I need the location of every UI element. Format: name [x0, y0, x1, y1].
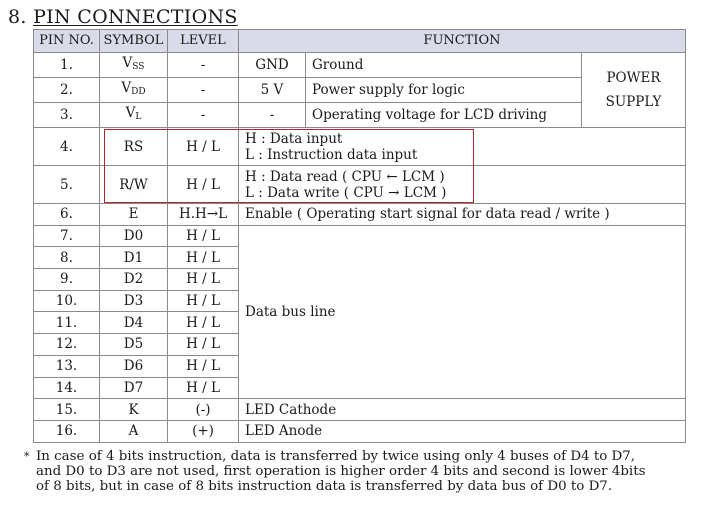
pin-connections-table — [33, 29, 686, 443]
pin-number: 3. — [34, 103, 100, 128]
pin-symbol: D6 — [100, 355, 168, 377]
pin-symbol: $V_{DD}$ — [100, 78, 168, 103]
pin-symbol: D4 — [100, 312, 168, 334]
function-line-high: H : Data read ( CPU ← LCM ) — [245, 168, 445, 185]
pin-level: H / L — [168, 166, 239, 204]
pin-symbol: $V_L$ — [100, 103, 168, 128]
pin-level: (+) — [168, 420, 239, 442]
pin-number: 6. — [34, 204, 100, 226]
pin-number: 14. — [34, 377, 100, 399]
pin-function: Power supply for logic — [306, 78, 582, 103]
table-row — [34, 420, 686, 442]
pin-symbol: D2 — [100, 269, 168, 291]
pin-symbol: $V_{SS}$ — [100, 53, 168, 78]
pin-symbol: D5 — [100, 334, 168, 356]
header-level: LEVEL — [168, 30, 239, 53]
pin-number: 11. — [34, 312, 100, 334]
function-line-high: H : Data input — [245, 130, 343, 147]
pin-level: H / L — [168, 128, 239, 166]
power-supply-group — [582, 53, 686, 128]
pin-voltage: - — [239, 103, 306, 128]
pin-symbol: D3 — [100, 290, 168, 312]
header-function: FUNCTION — [239, 30, 686, 53]
pin-number: 10. — [34, 290, 100, 312]
pin-level: H / L — [168, 377, 239, 399]
pin-number: 13. — [34, 355, 100, 377]
table-row — [34, 53, 686, 78]
section-title — [8, 6, 238, 28]
table-row — [34, 399, 686, 421]
pin-number: 12. — [34, 334, 100, 356]
pin-symbol: K — [100, 399, 168, 421]
pin-level: - — [168, 78, 239, 103]
pin-number: 4. — [34, 128, 100, 166]
header-row — [34, 30, 686, 53]
footnote-line: and D0 to D3 are not used, first operation is higher order 4 bits and second is lower 4bits — [36, 464, 646, 479]
pin-level: H / L — [168, 247, 239, 269]
header-pin-no: PIN NO. — [34, 30, 100, 53]
pin-number: 1. — [34, 53, 100, 78]
pin-level: H / L — [168, 312, 239, 334]
pin-number: 7. — [34, 225, 100, 247]
supply-label: SUPPLY — [605, 94, 662, 110]
function-line-low: L : Data write ( CPU → LCM ) — [245, 184, 447, 201]
pin-number: 8. — [34, 247, 100, 269]
pin-level: - — [168, 103, 239, 128]
pin-function: Operating voltage for LCD driving — [306, 103, 582, 128]
pin-level: H / L — [168, 334, 239, 356]
footnote-line: In case of 4 bits instruction, data is transferred by twice using only 4 buses of D4 to D7, — [36, 449, 636, 464]
pin-function: Ground — [306, 53, 582, 78]
pin-level: H.H→L — [168, 204, 239, 226]
pin-number: 9. — [34, 269, 100, 291]
pin-level: (-) — [168, 399, 239, 421]
pin-number: 16. — [34, 420, 100, 442]
pin-voltage: 5 V — [239, 78, 306, 103]
pin-number: 5. — [34, 166, 100, 204]
function-line-low: L : Instruction data input — [245, 146, 418, 163]
pin-symbol: A — [100, 420, 168, 442]
pin-symbol: RS — [100, 128, 168, 166]
footnote-line: of 8 bits, but in case of 8 bits instruction data is transferred by data bus of D0 to D7. — [36, 479, 613, 494]
footnote — [24, 449, 674, 494]
section-number: 8. — [8, 6, 27, 28]
pin-level: H / L — [168, 290, 239, 312]
highlight-box — [104, 129, 474, 203]
pin-symbol: R/W — [100, 166, 168, 204]
header-symbol: SYMBOL — [100, 30, 168, 53]
table-row — [34, 225, 686, 247]
pin-function: LED Anode — [239, 420, 686, 442]
pin-function: LED Cathode — [239, 399, 686, 421]
pin-number: 15. — [34, 399, 100, 421]
table-row — [34, 204, 686, 226]
pin-symbol: D0 — [100, 225, 168, 247]
pin-number: 2. — [34, 78, 100, 103]
data-bus-function: Data bus line — [239, 225, 686, 399]
pin-level: H / L — [168, 225, 239, 247]
power-label: POWER — [606, 70, 661, 86]
section-heading: PIN CONNECTIONS — [33, 6, 238, 28]
pin-function: Enable ( Operating start signal for data read / write ) — [239, 204, 686, 226]
pin-symbol: E — [100, 204, 168, 226]
pin-level: H / L — [168, 269, 239, 291]
pin-symbol: D7 — [100, 377, 168, 399]
footnote-marker: * — [24, 450, 30, 463]
pin-level: H / L — [168, 355, 239, 377]
pin-level: - — [168, 53, 239, 78]
pin-symbol: D1 — [100, 247, 168, 269]
pin-voltage: GND — [239, 53, 306, 78]
